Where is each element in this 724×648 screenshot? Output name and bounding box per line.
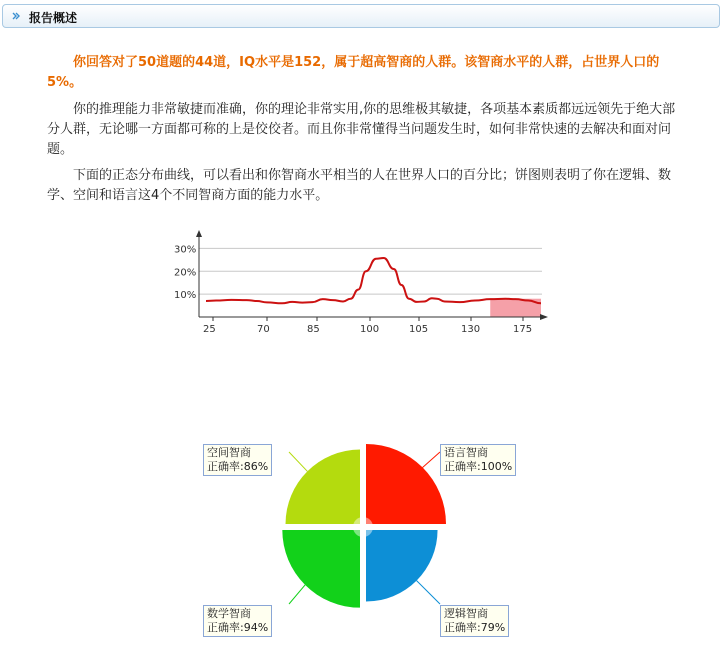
callout-leader-line bbox=[423, 452, 440, 467]
callout-label: 正确率 bbox=[207, 621, 240, 634]
callout-label: 正确率 bbox=[444, 460, 477, 473]
callout-value: 100% bbox=[480, 460, 513, 473]
callout-leader-line bbox=[289, 452, 307, 471]
callout-title: 空间智商 bbox=[207, 446, 251, 459]
chart-explanation: 下面的正态分布曲线，可以看出和你智商水平相当的人在世界人口的百分比；饼图则表明了你在逻辑、数学、空间和语言这4个不同智商方面的能力水平。 bbox=[47, 168, 672, 203]
callout-title: 逻辑智商 bbox=[444, 607, 488, 620]
x-tick-label: 175 bbox=[513, 324, 533, 335]
pie-slice-language bbox=[366, 444, 446, 524]
y-tick-label: 20% bbox=[174, 267, 197, 279]
pie-slice-math bbox=[282, 530, 360, 608]
score-summary: 你回答对了50道题的44道，IQ水平是152，属于超高智商的人群。该智商水平的人群，占世界人口的5%。 bbox=[47, 55, 660, 90]
callout-logic: 逻辑智商 正确率:79% bbox=[440, 605, 509, 637]
pie-center-gloss bbox=[353, 517, 373, 537]
callout-value: 79% bbox=[480, 621, 506, 634]
x-tick-label: 85 bbox=[307, 324, 320, 335]
callout-value: 86% bbox=[243, 460, 269, 473]
callout-title: 语言智商 bbox=[444, 446, 488, 459]
callout-label: 正确率 bbox=[444, 621, 477, 634]
callout-leader-line bbox=[289, 585, 305, 604]
x-tick-label: 130 bbox=[461, 324, 481, 335]
y-tick-label: 10% bbox=[174, 290, 197, 302]
section-title: 报告概述 bbox=[29, 11, 78, 25]
x-tick-label: 25 bbox=[203, 324, 216, 335]
x-tick-label: 70 bbox=[257, 324, 270, 335]
x-tick-label: 105 bbox=[409, 324, 429, 335]
callout-space: 空间智商 正确率:86% bbox=[203, 444, 272, 476]
callout-label: 正确率 bbox=[207, 460, 240, 473]
y-tick-label: 30% bbox=[174, 244, 197, 256]
callout-leader-line bbox=[417, 581, 440, 604]
callout-title: 数学智商 bbox=[207, 607, 251, 620]
callout-math: 数学智商 正确率:94% bbox=[203, 605, 272, 637]
ability-description: 你的推理能力非常敏捷而准确，你的理论非常实用,你的思维极其敏捷，各项基本素质都远远领先于绝大部分人群，无论哪一方面都可称的上是佼佼者。而且你非常懂得当问题发生时，如何非常快速的去解决和面对问题。 bbox=[47, 102, 676, 157]
callout-value: 94% bbox=[243, 621, 269, 634]
x-tick-label: 100 bbox=[360, 324, 380, 335]
callout-language: 语言智商 正确率:100% bbox=[440, 444, 516, 476]
